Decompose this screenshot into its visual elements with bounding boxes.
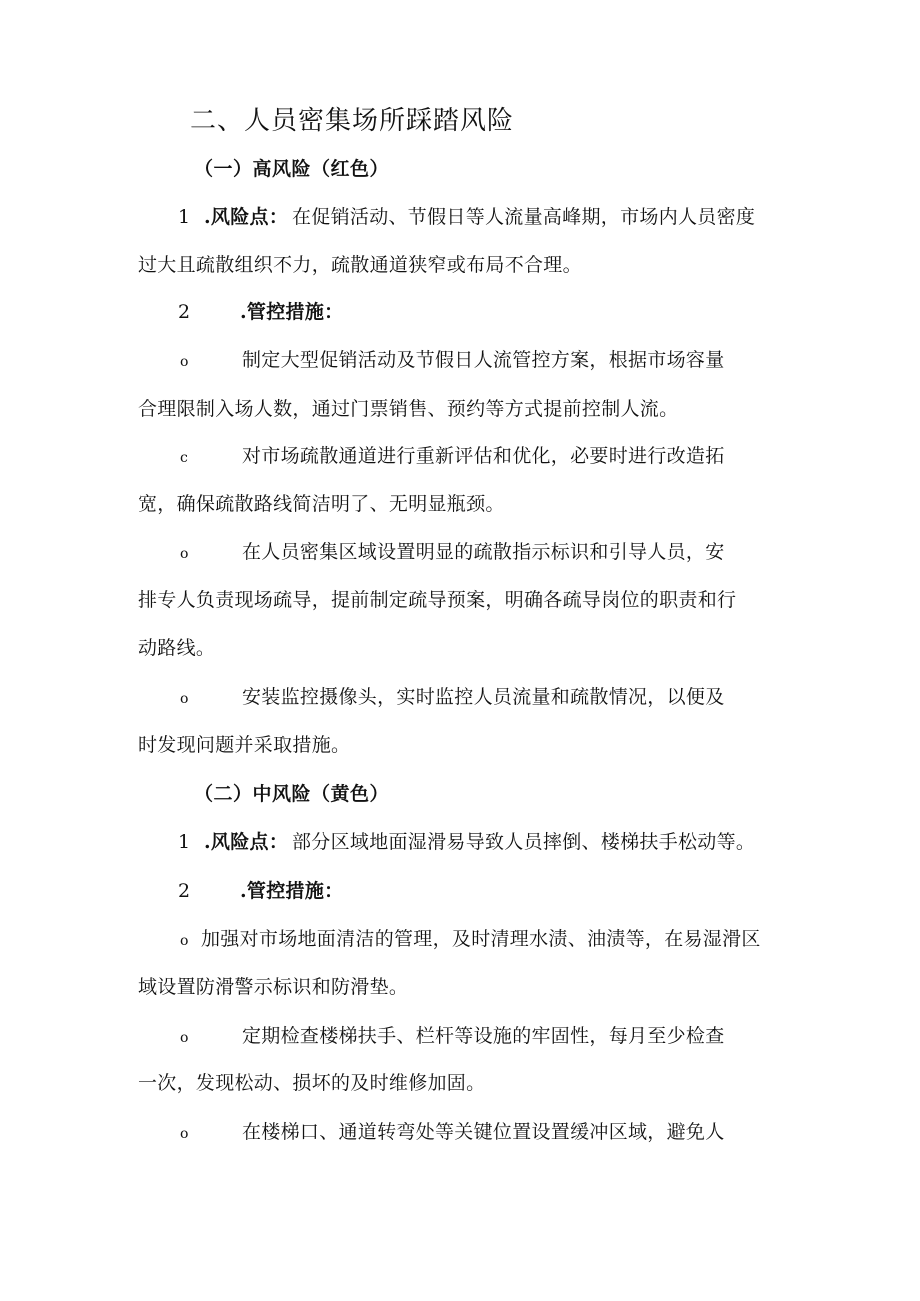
bullet-icon: o [180,546,189,562]
bullet-icon: o [180,691,189,707]
medium-risk-measures-number: 2 [178,880,191,902]
medium-measure-2-line2: 一次，发现松动、损坏的及时维修加固。 [138,1072,486,1094]
measure-2-line2: 宽，确保疏散路线简洁明了、无明显瓶颈。 [138,493,505,515]
measure-1-line1: 制定大型促销活动及节假日人流管控方案，根据市场容量 [242,349,725,371]
measure-3-line2: 排专人负责现场疏导，提前制定疏导预案，明确各疏导岗位的职责和行 [138,589,737,611]
bullet-icon: o [180,1030,189,1046]
high-risk-heading: （一）高风险（红色） [194,158,390,180]
medium-risk-point-number: 1 [178,831,191,853]
measure-3-line1: 在人员密集区域设置明显的疏散指示标识和引导人员，安 [242,541,725,563]
high-risk-point-line1: 在促销活动、节假日等人流量高峰期，市场内人员密度 [292,206,756,228]
measure-2-line1: 对市场疏散通道进行重新评估和优化，必要时进行改造拓 [242,445,725,467]
measure-4-line1: 安装监控摄像头，实时监控人员流量和疏散情况，以便及 [242,686,725,708]
medium-risk-point-line1: 部分区域地面湿滑易导致人员摔倒、楼梯扶手松动等。 [292,831,756,853]
measure-3-line3: 动路线。 [138,637,216,659]
bullet-icon: o [180,1126,189,1142]
bullet-icon: o [180,354,189,370]
measure-1-line2: 合理限制入场人数，通过门票销售、预约等方式提前控制人流。 [138,398,679,420]
medium-risk-measures-label: .管控措施： [240,880,344,902]
high-risk-measures-number: 2 [178,301,191,323]
high-risk-point-number: 1 [178,206,191,228]
section-title: 二、人员密集场所踩踏风险 [190,106,515,136]
medium-measure-1-line2: 域设置防滑警示标识和防滑垫。 [138,976,409,998]
bullet-icon: c [180,450,189,466]
medium-measure-2-line1: 定期检查楼梯扶手、栏杆等设施的牢固性，每月至少检查 [242,1025,725,1047]
measure-4-line2: 时发现问题并采取措施。 [138,734,351,756]
high-risk-point-label: .风险点： [204,206,289,228]
high-risk-measures-label: .管控措施： [240,301,344,323]
high-risk-point-line2: 过大且疏散组织不力，疏散通道狭窄或布局不合理。 [138,254,582,276]
medium-risk-heading: （二）中风险（黄色） [194,783,390,805]
bullet-icon: o [180,933,189,949]
medium-risk-point-label: .风险点： [204,831,289,853]
medium-measure-1-line1: 加强对市场地面清洁的管理，及时清理水渍、油渍等，在易湿滑区 [201,928,761,950]
medium-measure-3-line1: 在楼梯口、通道转弯处等关键位置设置缓冲区域，避免人 [242,1121,725,1143]
